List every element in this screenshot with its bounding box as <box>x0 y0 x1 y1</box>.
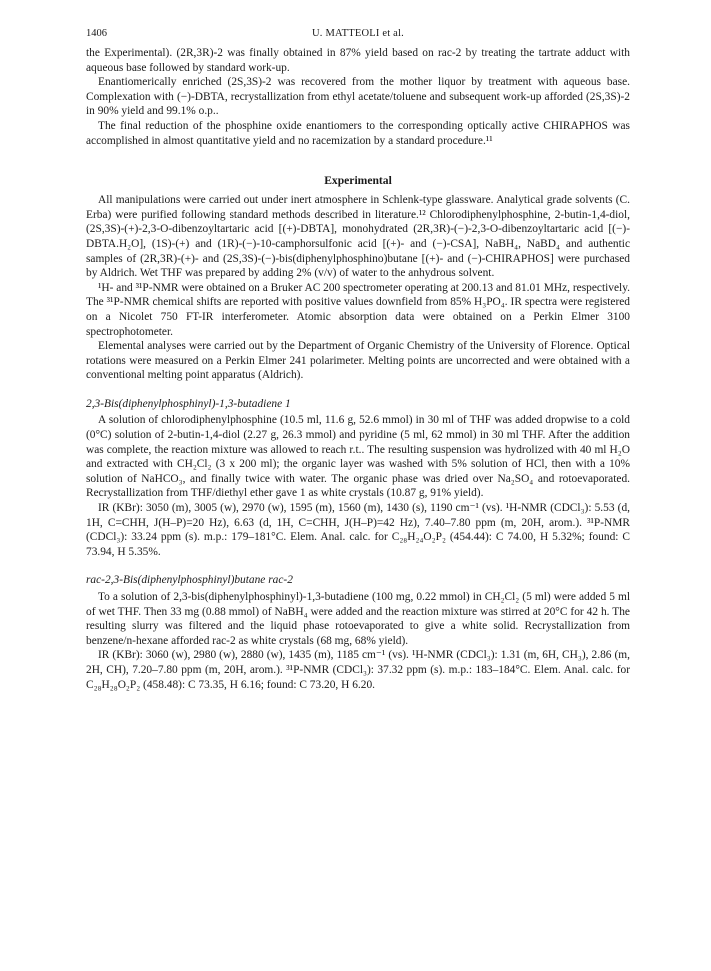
subsection-title-compound-2: rac-2,3-Bis(diphenylphosphinyl)butane rac-2 <box>86 574 293 587</box>
section-heading-experimental: Experimental <box>324 174 392 188</box>
body-paragraph: IR (KBr): 3050 (m), 3005 (w), 2970 (w), 1595 (m), 1560 (m), 1430 (s), 1190 cm⁻¹ (vs). ¹H-NMR (CDCl₃): 5.53 (d, 1H, C=CHH, J(H–P)=20 Hz), 6.63 (d, 1H, C=CHH, J(H–P)=42 Hz), 7.40–7.80 ppm (m, 20H, arom.). ³¹P-NMR (CDCl₃): 33.24 ppm (s). m.p.: 179–181°C. Elem. Anal. calc. for C₂₈H₂₄O₂P₂ (454.44): C 74.00, H 5.32%; found: C 73.94, H 5.35%. <box>86 502 630 558</box>
body-paragraph: IR (KBr): 3060 (w), 2980 (w), 2880 (w), 1435 (m), 1185 cm⁻¹ (vs). ¹H-NMR (CDCl₃): 1.31 (m, 6H, CH₃), 2.86 (m, 2H, CH), 7.20–7.80 ppm (m, 20H, arom.). ³¹P-NMR (CDCl₃): 37.32 ppm (s). m.p.: 183–184°C. Elem. Anal. calc. for C₂₈H₂₈O₂P₂ (458.48): C 73.35, H 6.16; found: C 73.20, H 6.20. <box>86 649 630 691</box>
body-paragraph: A solution of chlorodiphenylphosphine (10.5 ml, 11.6 g, 52.6 mmol) in 30 ml of THF was added dropwise to a cold (0°C) solution of 2-butin-1,4-diol (2.27 g, 26.3 mmol) and pyridine (5 ml, 62 mmol) in 30 ml THF. After the addition was complete, the reaction mixture was allowed to reach r.t.. The resulting suspension was hydrolized with 40 ml H₂O and extracted with CH₂Cl₂ (3 x 200 ml); the organic layer was washed with 5% solution of HCl, then with a 10% solution of NaHCO₃, and finally twice with water. The organic phase was dried over Na₂SO₄ and rotoevaporated. Recrystallization from THF/diethyl ether gave 1 as white crystals (10.87 g, 91% yield). <box>86 414 630 500</box>
running-head <box>86 28 630 46</box>
page <box>86 28 630 692</box>
subsection-title-compound-1: 2,3-Bis(diphenylphosphinyl)-1,3-butadiene 1 <box>86 397 291 410</box>
body-paragraph: All manipulations were carried out under inert atmosphere in Schlenk-type glassware. Analytical grade solvents (C. Erba) were purified following standard methods described in literature.¹² Chlorodiphenylphosphine, 2-butin-1,4-diol, (2S,3S)-(+)-2,3-O-dibenzoyltartaric acid [(+)-DBTA], monohydrated (2R,3R)-(−)-2,3-O-dibenzoyltartaric acid [(−)-DBTA.H₂O], (1S)-(+) and (1R)-(−)-10-camphorsulfonic acid [(+)- and (−)-CSA], NaBH₄, NaBD₄ and authentic samples of (2R,3R)-(+)- and (2S,3S)-(−)-bis(diphenylphosphino)butane [(+)- and (−)-CHIRAPHOS] were purchased by Aldrich. Wet THF was prepared by adding 2% (v/v) of water to the anhydrous solvent. <box>86 194 630 280</box>
body-paragraph: ¹H- and ³¹P-NMR were obtained on a Bruker AC 200 spectrometer operating at 200.13 and 81.01 MHz, respectively. The ³¹P-NMR chemical shifts are reported with positive values downfield from 85% H₃PO₄. IR spectra were registered on a Nicolet 750 FT-IR interferometer. Atomic absorption data were obtained on a Perkin Elmer 3100 spectrophotometer. <box>86 281 630 338</box>
body-paragraph: Elemental analyses were carried out by the Department of Organic Chemistry of the University of Florence. Optical rotations were measured on a Perkin Elmer 241 polarimeter. Melting points are uncorrected and were obtained with a conventional melting point apparatus (Aldrich). <box>86 340 630 382</box>
body-paragraph: the Experimental). (2R,3R)-2 was finally obtained in 87% yield based on rac-2 by treating the tartrate adduct with aqueous base followed by standard work-up. <box>86 47 630 74</box>
body-paragraph: To a solution of 2,3-bis(diphenylphosphinyl)-1,3-butadiene (100 mg, 0.22 mmol) in CH₂Cl₂ (5 ml) were added 5 ml of wet THF. Then 33 mg (0.88 mmol) of NaBH₄ were added and the reaction mixture was stirred at 20°C for 42 h. The resulting slurry was filtered and the liquid phase rotoevaporated to give a white solid. Recrystallization from benzene/n-hexane afforded rac-2 as white crystals (68 mg, 68% yield). <box>86 591 630 647</box>
running-title: U. MATTEOLI et al. <box>312 28 404 39</box>
body-paragraph: The final reduction of the phosphine oxide enantiomers to the corresponding optically active CHIRAPHOS was accomplished in almost quantitative yield and no racemization by a standard procedure.¹¹ <box>86 119 630 147</box>
body-paragraph: Enantiomerically enriched (2S,3S)-2 was recovered from the mother liquor by treatment with aqueous base. Complexation with (−)-DBTA, recrystallization from ethyl acetate/toluene and subsequent work-up afforded (2S,3S)-2 in 90% yield and 99.1% o.p.. <box>86 76 630 118</box>
page-number: 1406 <box>86 28 107 39</box>
